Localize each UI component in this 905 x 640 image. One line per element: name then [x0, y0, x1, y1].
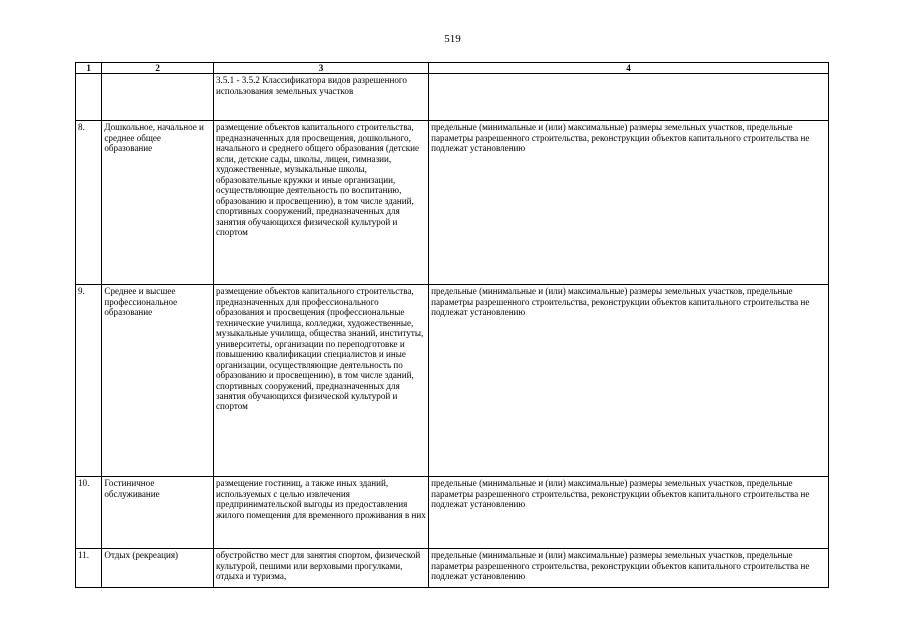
use-type-parameters: предельные (минимальные и (или) максимальные) размеры земельных участков, предельные параметры разрешенного строительства, реконструкции объектов капитального строительства не подлежат установлению [429, 549, 829, 588]
use-type-parameters: предельные (минимальные и (или) максимальные) размеры земельных участков, предельные параметры разрешенного строительства, реконструкции объектов капитального строительства не подлежат установлению [429, 477, 829, 549]
header-row [76, 63, 829, 74]
use-type-name: Дошкольное, начальное и среднее общее образование [102, 121, 214, 285]
header-col-1: 1 [76, 63, 102, 74]
header-col-4: 4 [429, 63, 829, 74]
use-type-parameters: предельные (минимальные и (или) максимальные) размеры земельных участков, предельные параметры разрешенного строительства, реконструкции объектов капитального строительства не подлежат установлению [429, 285, 829, 477]
header-col-2: 2 [102, 63, 214, 74]
use-type-description: размещение гостиниц, а также иных зданий, используемых с целью извлечения предпринимательской выгоды из предоставления жилого помещения для временного проживания в них [214, 477, 429, 549]
use-type-description: 3.5.1 - 3.5.2 Классификатора видов разрешенного использования земельных участков [214, 74, 429, 121]
table-body [76, 74, 829, 588]
use-type-name: Гостиничное обслуживание [102, 477, 214, 549]
table-row [76, 549, 829, 588]
row-number: 11. [76, 549, 102, 588]
land-use-table [75, 62, 829, 588]
table-header [76, 63, 829, 74]
use-type-parameters [429, 74, 829, 121]
use-type-name [102, 74, 214, 121]
row-number: 8. [76, 121, 102, 285]
table-row-continuation [76, 74, 829, 121]
use-type-name: Среднее и высшее профессиональное образование [102, 285, 214, 477]
table-row [76, 477, 829, 549]
row-number: 9. [76, 285, 102, 477]
row-number: 10. [76, 477, 102, 549]
use-type-name: Отдых (рекреация) [102, 549, 214, 588]
use-type-description: размещение объектов капитального строительства, предназначенных для профессионального образования и просвещения (профессиональные технические училища, колледжи, художественные, музыкальные училища, общества знаний, институты, университеты, организации по переподготовке и повышению квалификации специалистов и иные организации, осуществляющие деятельность по образованию и просвещению), в том числе зданий, спортивных сооружений, предназначенных для занятия обучающихся физической культурой и спортом [214, 285, 429, 477]
table-row [76, 121, 829, 285]
header-col-3: 3 [214, 63, 429, 74]
table-row [76, 285, 829, 477]
use-type-description: обустройство мест для занятия спортом, физической культурой, пешими или верховыми прогулками, отдыха и туризма, [214, 549, 429, 588]
page-number: 519 [444, 33, 461, 45]
use-type-description: размещение объектов капитального строительства, предназначенных для просвещения, дошкольного, начального и среднего общего образования (детские ясли, детские сады, школы, лицеи, гимназии, художественные, музыкальные школы, образовательные кружки и иные организации, осуществляющие деятельность по воспитанию, образованию и просвещению), в том числе зданий, спортивных сооружений, предназначенных для занятия обучающихся физической культурой и спортом [214, 121, 429, 285]
row-number [76, 74, 102, 121]
use-type-parameters: предельные (минимальные и (или) максимальные) размеры земельных участков, предельные параметры разрешенного строительства, реконструкции объектов капитального строительства не подлежат установлению [429, 121, 829, 285]
